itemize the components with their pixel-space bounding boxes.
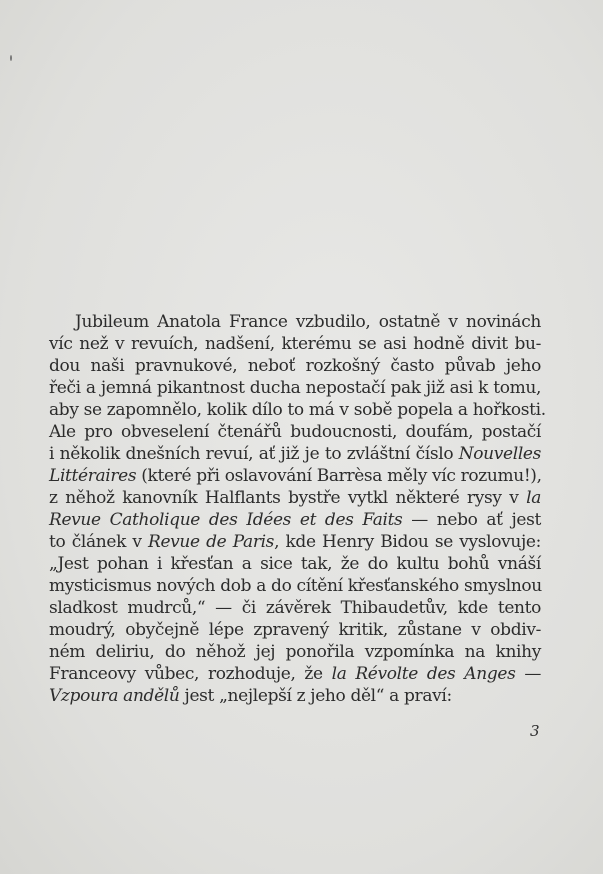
text-line — [49, 421, 541, 443]
text-run: i několik dnešních revuí, ať již je to zvláštní číslo — [49, 444, 459, 464]
text-run: Jubileum Anatola France vzbudilo, ostatně v novinách — [75, 312, 541, 332]
text-line — [49, 553, 541, 575]
text-run: mysticismus nových dob a do cítění křesťanského smyslnou — [49, 576, 542, 596]
text-line — [49, 663, 541, 685]
text-line — [49, 531, 541, 553]
text-run: — nebo ať jest — [402, 510, 541, 530]
text-line — [49, 311, 541, 333]
text-run: Ale pro obveselení čtenářů budoucnosti, doufám, postačí — [49, 422, 541, 442]
text-line — [49, 685, 541, 707]
italic-text: Revue Catholique des Idées et des Faits — [49, 510, 403, 530]
italic-text: la — [526, 488, 541, 508]
text-run: víc než v revuích, nadšení, kterému se asi hodně divit bu- — [49, 334, 541, 354]
text-line — [49, 487, 541, 509]
text-line — [49, 355, 541, 377]
italic-text: Littéraires — [49, 466, 137, 486]
text-line — [49, 509, 541, 531]
text-run: dou naši pravnukové, neboť rozkošný často půvab jeho — [49, 356, 541, 376]
paper-speck — [10, 55, 12, 61]
text-line — [49, 597, 541, 619]
page-number: 3 — [530, 722, 540, 740]
text-run: (které při oslavování Barrèsa měly víc rozumu!), — [136, 466, 542, 486]
italic-text: Vzpoura andělů — [49, 686, 180, 706]
text-line — [49, 575, 541, 597]
text-run: sladkost mudrců,“ — či závěrek Thibaudetův, kde tento — [49, 598, 541, 618]
text-run: — — [515, 664, 541, 684]
text-line — [49, 377, 541, 399]
text-run: Franceovy vůbec, rozhoduje, že — [49, 664, 332, 684]
text-line — [49, 641, 541, 663]
text-run: to článek v — [49, 532, 149, 552]
text-line — [49, 619, 541, 641]
italic-text: la Révolte des Anges — [331, 664, 516, 684]
text-run: , kde Henry Bidou se vyslovuje: — [274, 532, 541, 552]
text-line — [49, 443, 541, 465]
text-line — [49, 465, 541, 487]
text-run: moudrý, obyčejně lépe zpravený kritik, zůstane v obdiv- — [49, 620, 541, 640]
text-run: aby se zapomnělo, kolik dílo to má v sobě popela a hořkosti. — [49, 400, 546, 420]
italic-text: Nouvelles — [458, 444, 541, 464]
italic-text: Revue de Paris — [148, 532, 275, 552]
body-text — [49, 311, 546, 707]
text-line — [49, 333, 541, 355]
text-run: jest „nejlepší z jeho děl“ a praví: — [179, 686, 452, 706]
text-run: z něhož kanovník Halflants bystře vytkl některé rysy v — [49, 488, 527, 508]
text-run: „Jest pohan i křesťan a sice tak, že do kultu bohů vnáší — [49, 554, 541, 574]
text-run: ném deliriu, do něhož jej ponořila vzpomínka na knihy — [49, 642, 541, 662]
text-run: řeči a jemná pikantnost ducha nepostačí pak již asi k tomu, — [49, 378, 541, 398]
text-line — [49, 399, 546, 421]
